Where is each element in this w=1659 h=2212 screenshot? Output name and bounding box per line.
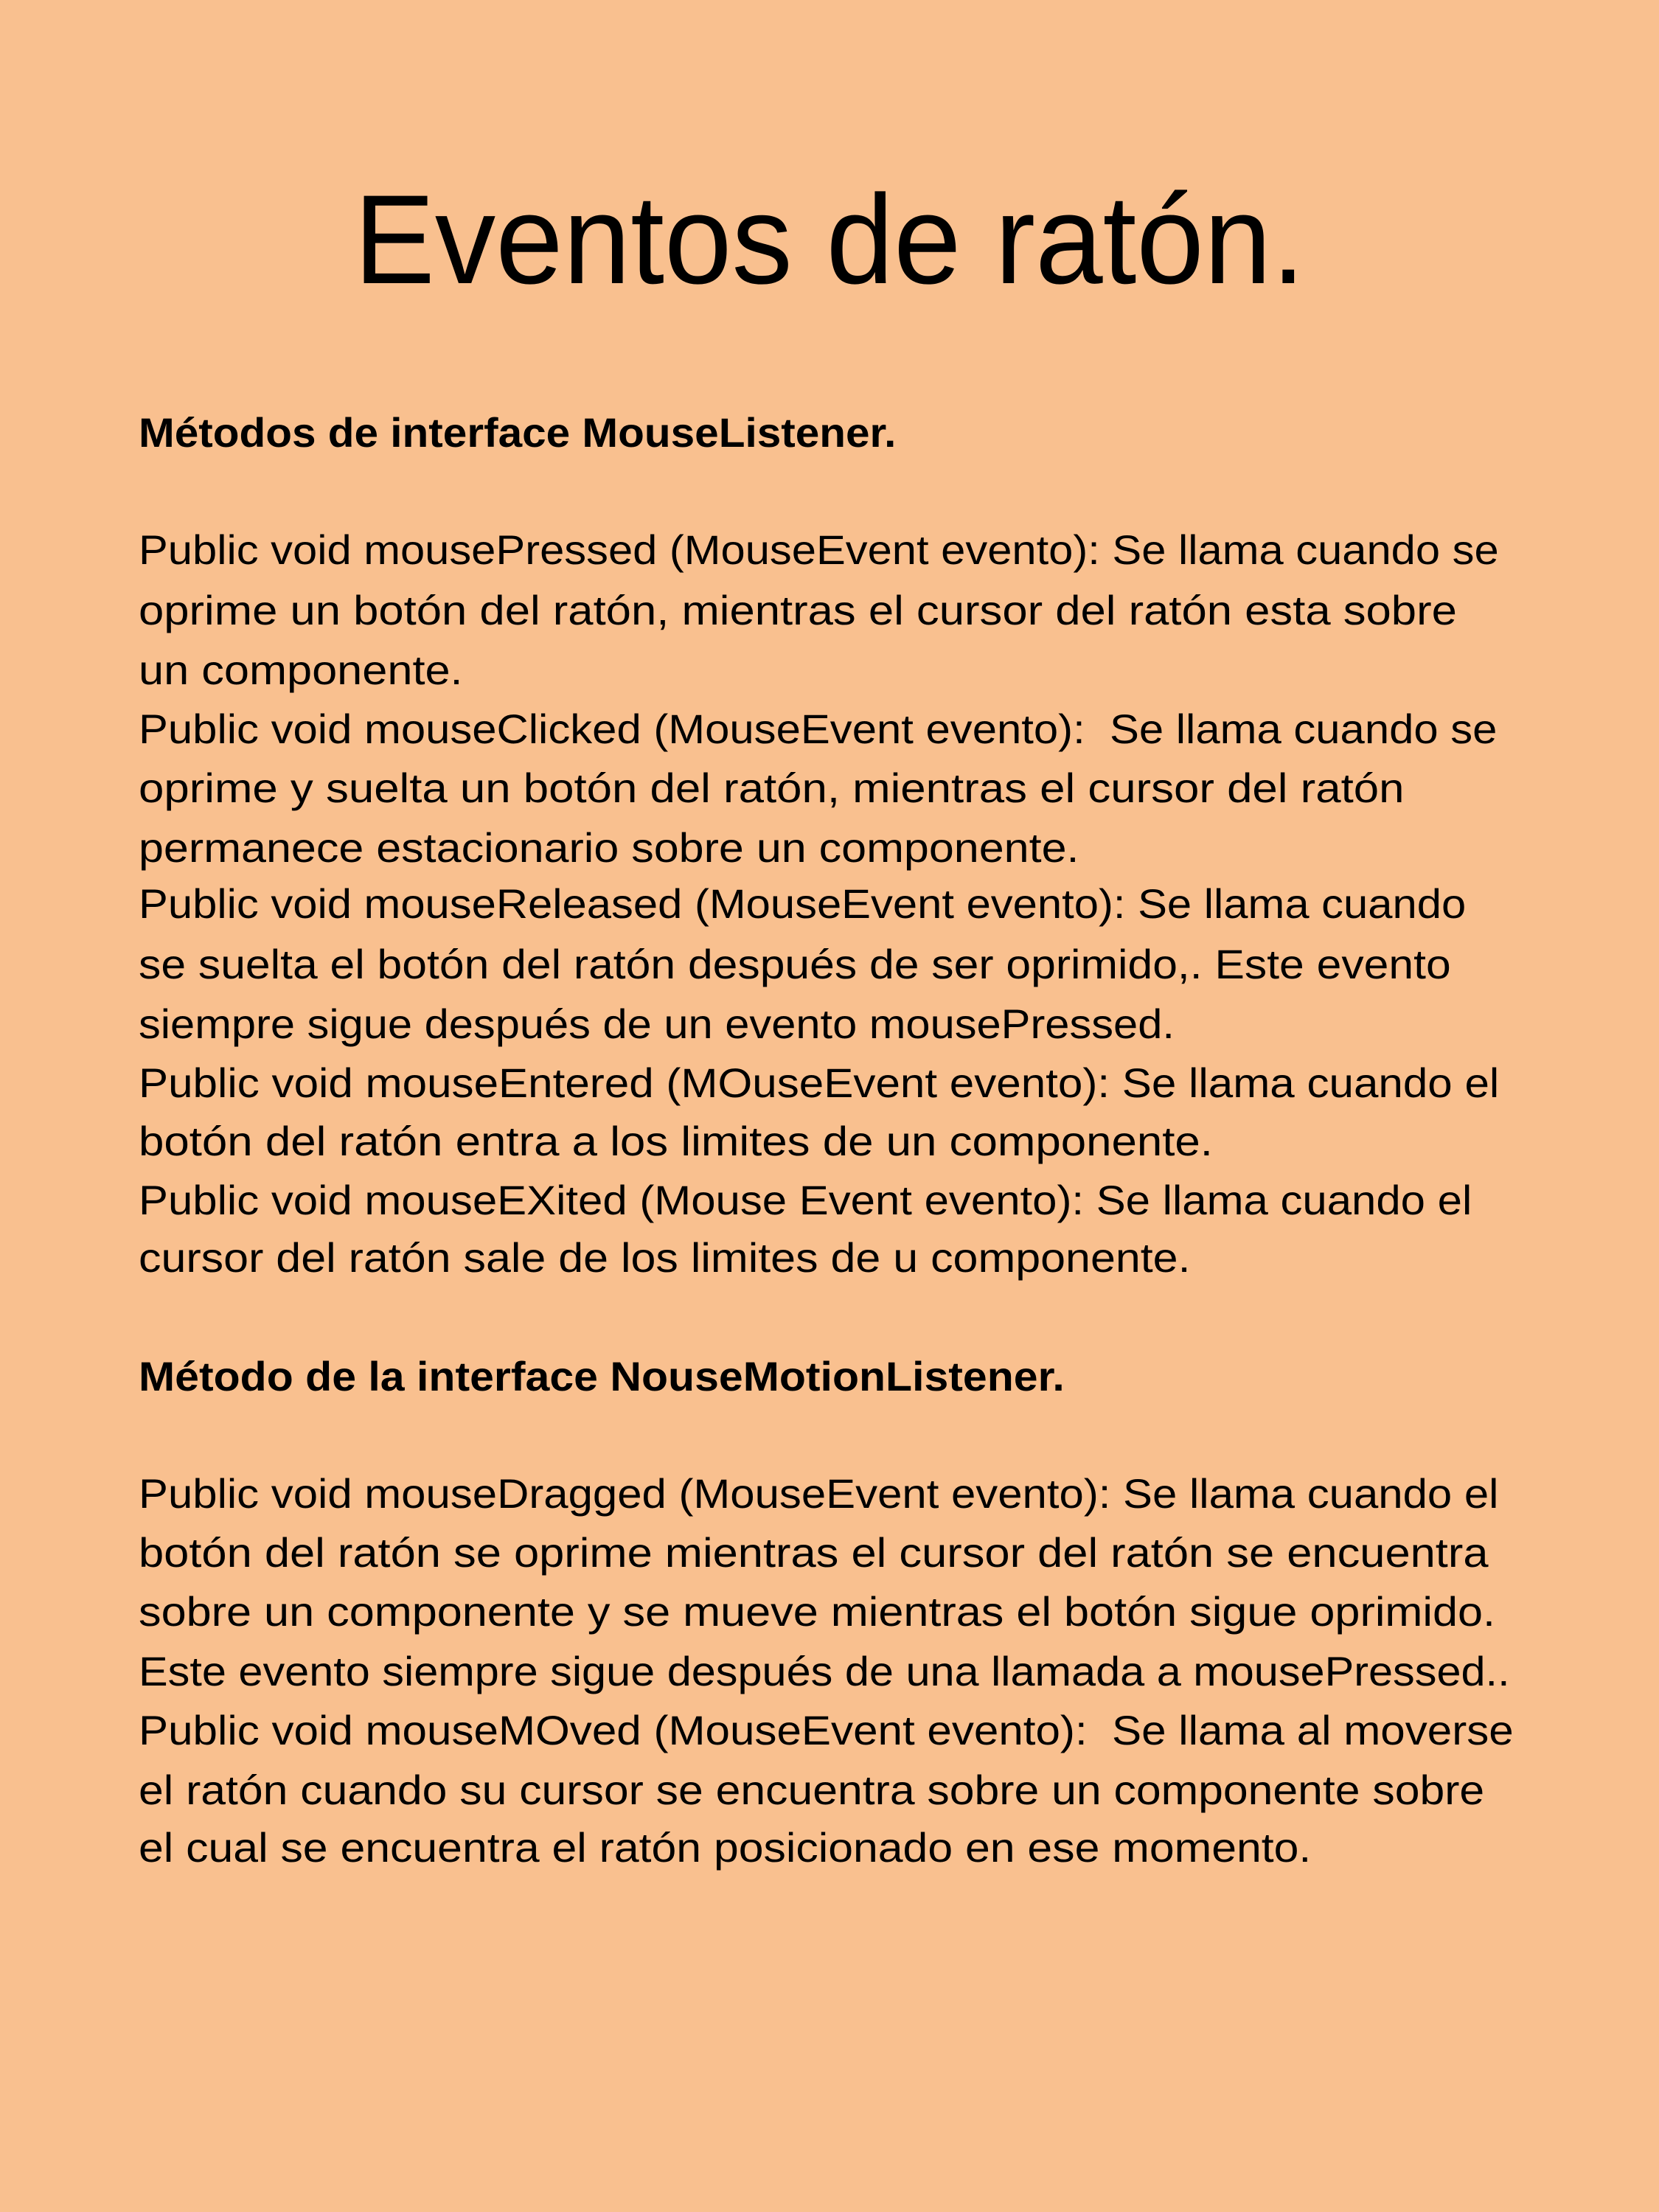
text-line: botón del ratón se oprime mientras el cursor del ratón se encuentra [139, 1529, 1489, 1576]
text-line: permanece estacionario sobre un componente. [139, 824, 1079, 871]
text-line: siempre sigue después de un evento mousePressed. [139, 1001, 1175, 1047]
text-line: Public void mouseClicked (MouseEvent evento): Se llama cuando se [139, 706, 1498, 752]
text-line: Public void mouseReleased (MouseEvent evento): Se llama cuando [139, 880, 1467, 927]
text-line: Public void mouseEXited (Mouse Event evento): Se llama cuando el [139, 1177, 1472, 1223]
text-line: se suelta el botón del ratón después de ser oprimido,. Este evento [139, 941, 1451, 987]
text-line: cursor del ratón sale de los limites de u componente. [139, 1234, 1191, 1281]
text-line: Public void mouseDragged (MouseEvent evento): Se llama cuando el [139, 1470, 1499, 1517]
text-line: Este evento siempre sigue después de una llamada a mousePressed.. [139, 1648, 1510, 1694]
text-line: botón del ratón entra a los limites de un componente. [139, 1118, 1213, 1164]
text-line: oprime un botón del ratón, mientras el cursor del ratón esta sobre [139, 587, 1457, 633]
text-line: Public void mouseEntered (MOuseEvent evento): Se llama cuando el [139, 1060, 1500, 1106]
page-title: Eventos de ratón. [353, 169, 1305, 310]
text-line: el ratón cuando su cursor se encuentra sobre un componente sobre [139, 1767, 1485, 1813]
section-heading-nousemotionlistener: Método de la interface NouseMotionListener. [139, 1353, 1065, 1399]
text-line: Public void mousePressed (MouseEvent evento): Se llama cuando se [139, 526, 1499, 573]
text-line: oprime y suelta un botón del ratón, mientras el cursor del ratón [139, 765, 1405, 811]
section-heading-mouselistener: Métodos de interface MouseListener. [139, 409, 897, 456]
text-line: sobre un componente y se mueve mientras el botón sigue oprimido. [139, 1588, 1496, 1635]
text-line: Public void mouseMOved (MouseEvent evento): Se llama al moverse [139, 1707, 1514, 1753]
text-line: un componente. [139, 647, 463, 693]
text-line: el cual se encuentra el ratón posicionado en ese momento. [139, 1824, 1312, 1871]
